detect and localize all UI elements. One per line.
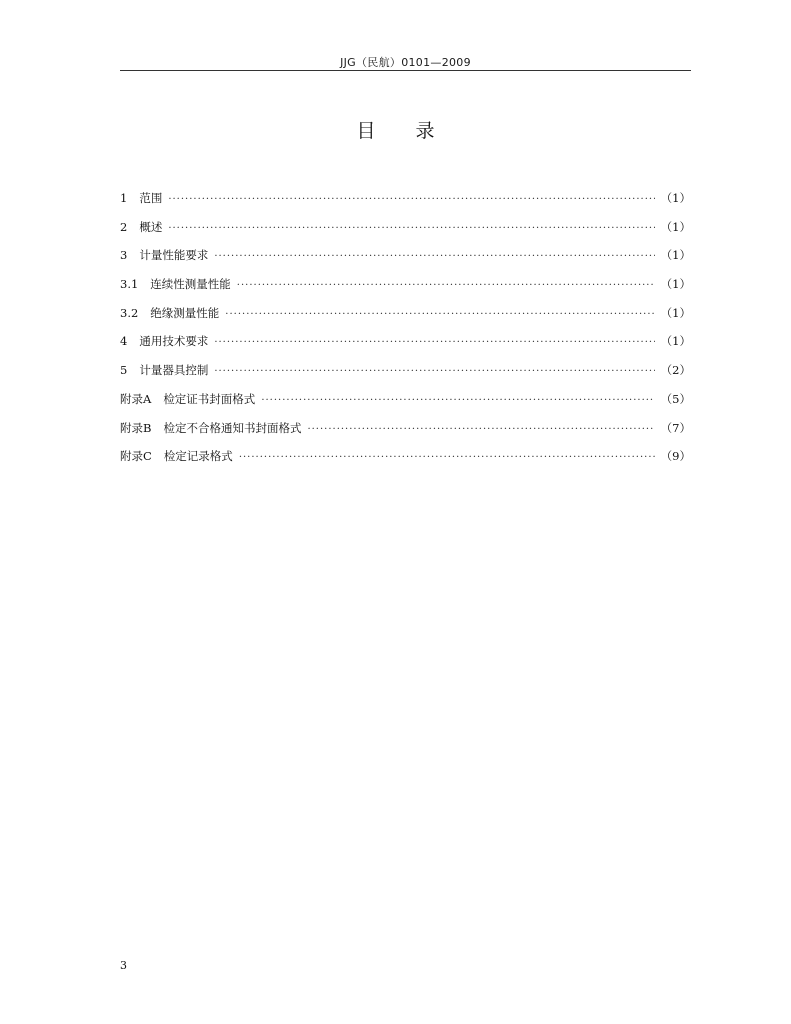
- toc-entry[interactable]: [120, 448, 691, 477]
- toc-entry-number: 附录B: [120, 420, 152, 435]
- toc-entry[interactable]: [120, 219, 691, 248]
- toc-entry-page: （1）: [660, 305, 691, 320]
- toc-entry-label: 概述: [139, 219, 163, 234]
- toc-entry[interactable]: [120, 420, 691, 449]
- dot-leader: [214, 366, 654, 377]
- toc-entry-number: 3.2: [120, 305, 139, 320]
- toc-entry-page: （9）: [660, 449, 691, 464]
- toc-entry-page: （1）: [660, 219, 691, 234]
- dot-leader: [261, 395, 654, 406]
- dot-leader: [225, 309, 654, 320]
- toc-entry-label: 计量性能要求: [139, 248, 209, 263]
- toc-entry-number: 3: [120, 248, 128, 263]
- toc-entry-label: 检定不合格通知书封面格式: [163, 420, 302, 435]
- toc-entry-label: 检定记录格式: [163, 449, 233, 464]
- table-of-contents: [120, 190, 691, 477]
- page-title: 目录: [356, 120, 475, 142]
- toc-entry-label: 通用技术要求: [139, 334, 209, 349]
- toc-entry-number: 3.1: [120, 277, 139, 292]
- toc-entry[interactable]: [120, 333, 691, 362]
- toc-entry[interactable]: [120, 247, 691, 276]
- page-number: 3: [120, 959, 127, 972]
- toc-entry-label: 检定证书封面格式: [163, 391, 256, 406]
- dot-leader: [168, 223, 654, 234]
- toc-entry-page: （1）: [660, 277, 691, 292]
- toc-entry-page: （7）: [660, 420, 691, 435]
- dot-leader: [214, 337, 654, 348]
- toc-entry[interactable]: [120, 190, 691, 219]
- toc-entry-number: 1: [120, 191, 128, 205]
- toc-entry-label: 范围: [139, 191, 163, 205]
- toc-entry-label: 连续性测量性能: [150, 277, 231, 292]
- toc-entry-page: （1）: [660, 248, 691, 263]
- dot-leader: [214, 251, 654, 262]
- toc-entry-page: （1）: [660, 191, 691, 205]
- toc-entry-label: 计量器具控制: [139, 363, 209, 378]
- toc-entry-page: （5）: [660, 391, 691, 406]
- toc-entry-number: 附录A: [120, 391, 152, 406]
- toc-entry-number: 5: [120, 363, 128, 378]
- toc-entry-page: （2）: [660, 363, 691, 378]
- toc-entry-label: 绝缘测量性能: [150, 305, 220, 320]
- dot-leader: [237, 280, 655, 291]
- toc-entry-page: （1）: [660, 334, 691, 349]
- toc-entry-number: 附录C: [120, 449, 152, 464]
- dot-leader: [307, 424, 654, 435]
- toc-entry[interactable]: [120, 362, 691, 391]
- toc-entry[interactable]: [120, 305, 691, 334]
- dot-leader: [239, 452, 655, 463]
- dot-leader: [168, 194, 654, 205]
- toc-entry[interactable]: [120, 391, 691, 420]
- running-header: JJG（民航）0101—2009: [340, 56, 471, 69]
- toc-entry-number: 4: [120, 334, 128, 349]
- header-rule: [120, 70, 691, 71]
- toc-entry-number: 2: [120, 219, 128, 234]
- toc-entry[interactable]: [120, 276, 691, 305]
